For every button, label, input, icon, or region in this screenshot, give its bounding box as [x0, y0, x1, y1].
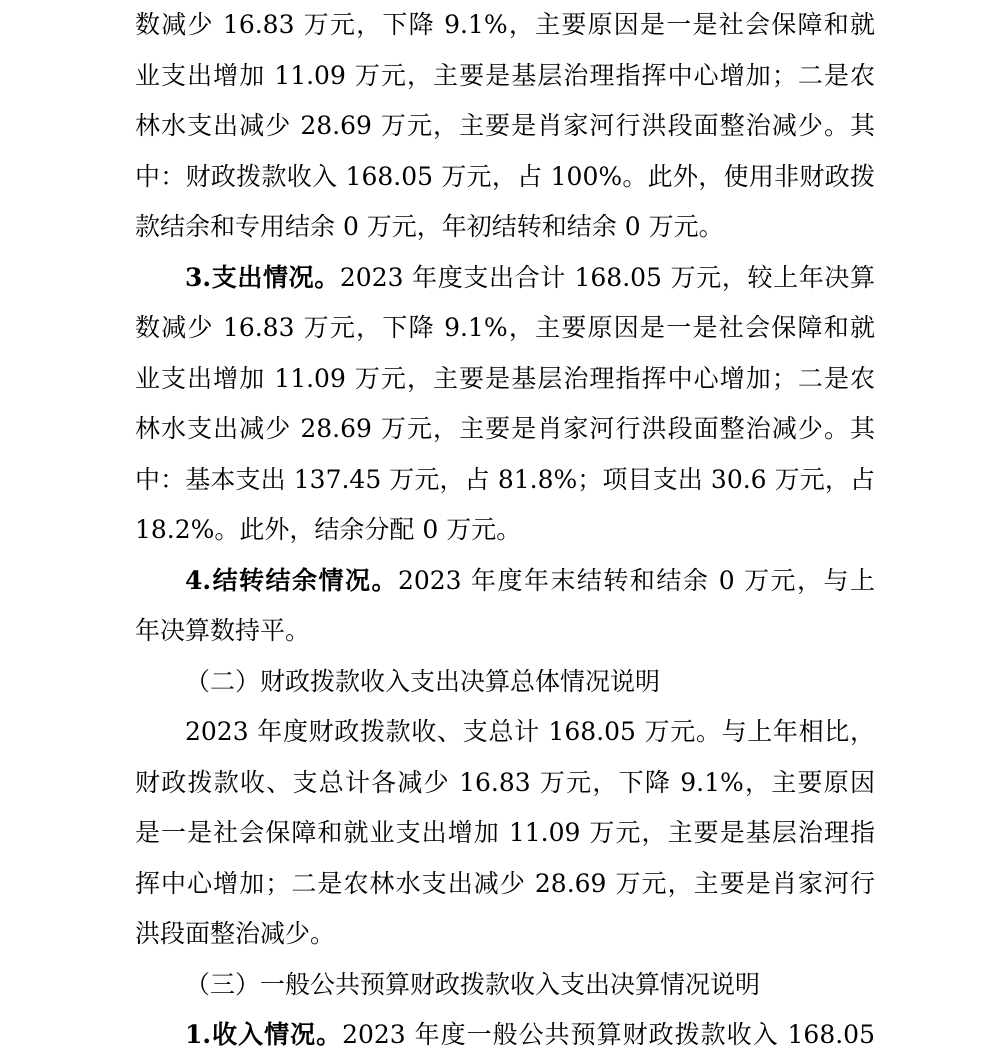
section-title: （二）财政拨款收入支出决算总体情况说明 [185, 666, 661, 696]
text-run: 2023 年度年末结转和结余 0 万元，与上 [397, 565, 876, 595]
text-run: 2023 年度一般公共预算财政拨款收入 168.05 [342, 1020, 875, 1049]
paragraph-carryover-first-line [135, 556, 875, 607]
carryover-heading: 4.结转结余情况。 [185, 565, 398, 595]
expenditure-heading: 3.支出情况。 [185, 262, 340, 292]
paragraph-expenditure-first-line [135, 253, 875, 304]
paragraph-income-first-line [135, 1010, 875, 1061]
text-line: 业支出增加 11.09 万元，主要是基层治理指挥中心增加；二是农 [135, 363, 875, 393]
income-heading: 1.收入情况。 [185, 1020, 343, 1049]
text-line: 洪段面整治减少。 [135, 919, 336, 948]
text-line: 是一是社会保障和就业支出增加 11.09 万元，主要是基层治理指 [135, 818, 875, 847]
text-line: 数减少 16.83 万元，下降 9.1%，主要原因是一是社会保障和就 [135, 313, 875, 342]
text-line: 中：基本支出 137.45 万元，占 81.8%；项目支出 30.6 万元，占 [135, 464, 875, 494]
text-line: 挥中心增加；二是农林水支出减少 28.69 万元，主要是肖家河行 [135, 868, 875, 898]
text-line: 林水支出减少 28.69 万元，主要是肖家河行洪段面整治减少。其 [135, 414, 875, 443]
text-line: 中：财政拨款收入 168.05 万元，占 100%。此外，使用非财政拨 [135, 161, 875, 191]
text-line: 业支出增加 11.09 万元，主要是基层治理指挥中心增加；二是农 [135, 60, 875, 90]
text-line: 2023 年度财政拨款收、支总计 168.05 万元。与上年相比， [185, 717, 875, 746]
document-page [135, 0, 875, 1061]
text-line: 数减少 16.83 万元，下降 9.1%，主要原因是一是社会保障和就 [135, 10, 875, 39]
text-line: 18.2%。此外，结余分配 0 万元。 [135, 515, 522, 544]
section-title: （三）一般公共预算财政拨款收入支出决算情况说明 [185, 969, 761, 999]
text-line: 款结余和专用结余 0 万元，年初结转和结余 0 万元。 [135, 212, 724, 241]
text-line: 财政拨款收、支总计各减少 16.83 万元，下降 9.1%，主要原因 [135, 767, 875, 797]
text-line: 林水支出减少 28.69 万元，主要是肖家河行洪段面整治减少。其 [135, 111, 875, 140]
text-line: 年决算数持平。 [135, 616, 311, 645]
text-run: 2023 年度支出合计 168.05 万元，较上年决算 [339, 262, 875, 292]
